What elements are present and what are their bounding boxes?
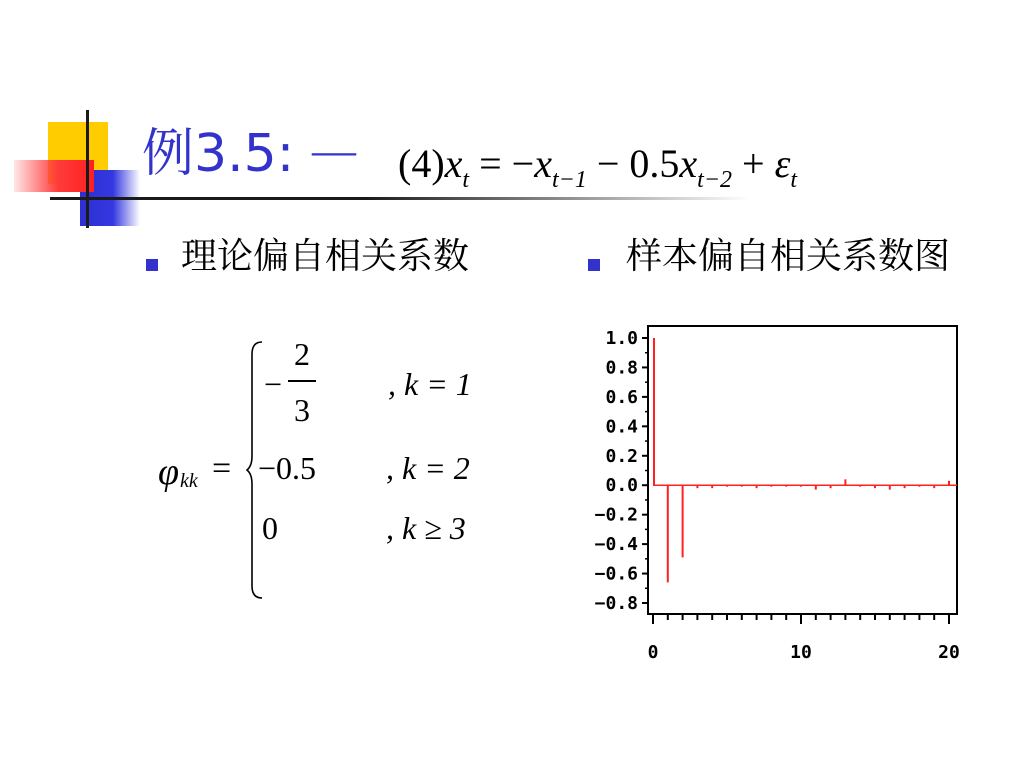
y-tick-label: 0.0 [605, 475, 638, 497]
bullet-theoretical-pacf: 理论偏自相关系数 [181, 236, 470, 277]
eq-mid: − 0.5 [586, 141, 680, 186]
y-tick-label: −0.6 [594, 563, 638, 585]
title-equation [398, 140, 797, 204]
y-tick-label: 0.6 [605, 386, 638, 408]
y-tick-label: 0.8 [605, 357, 638, 379]
bullet-marker [588, 259, 600, 271]
sample-pacf-chart [560, 318, 970, 670]
eq-epsilon: ε [774, 141, 791, 186]
x-tick-label: 0 [647, 642, 659, 663]
y-tick-label: −0.8 [594, 593, 638, 614]
eq-plus: + [732, 141, 775, 186]
eq-x: x [679, 141, 698, 186]
formula-equals: = [212, 450, 232, 487]
x-tick-label: 20 [938, 642, 960, 663]
title-dash: — [312, 126, 356, 175]
deco-vertical-line [86, 110, 89, 228]
y-tick-label: 1.0 [605, 328, 638, 349]
formula-case1-den: 3 [294, 392, 310, 428]
bullet-marker [146, 259, 158, 271]
x-tick-label: 10 [790, 642, 812, 663]
formula-case1-num: 2 [294, 336, 310, 372]
formula-phi-sub: kk [180, 470, 198, 492]
eq-sub-t: t [462, 167, 470, 193]
y-tick-label: 0.2 [605, 445, 638, 467]
pacf-formula [150, 330, 510, 610]
formula-case1-sign: − [264, 366, 283, 402]
formula-case2-value: −0.5 [258, 450, 317, 486]
y-tick-label: −0.2 [594, 504, 638, 526]
formula-phi: φ [158, 451, 180, 493]
formula-fraction-bar [288, 380, 316, 382]
eq-sub-t: t [790, 167, 798, 193]
eq-prefix: (4) [398, 141, 445, 186]
chart-plot-frame [648, 326, 957, 614]
eq-x: x [444, 141, 463, 186]
eq-sub-t1: t−1 [551, 167, 587, 193]
y-tick-label: 0.4 [605, 416, 638, 438]
eq-eq: = − [469, 141, 535, 186]
bullet-sample-pacf-plot: 样本偏自相关系数图 [626, 236, 951, 277]
formula-case3-value: 0 [262, 510, 278, 546]
formula-case3-cond: , k ≥ 3 [386, 510, 466, 546]
eq-sub-t2: t−2 [697, 167, 733, 193]
y-tick-label: −0.4 [594, 534, 638, 556]
eq-x: x [534, 141, 552, 186]
formula-case1-cond: , k = 1 [388, 366, 472, 402]
formula-case2-cond: , k = 2 [386, 450, 470, 486]
deco-red-bar [14, 160, 94, 192]
slide-title-label: 例3.5: [142, 124, 295, 184]
